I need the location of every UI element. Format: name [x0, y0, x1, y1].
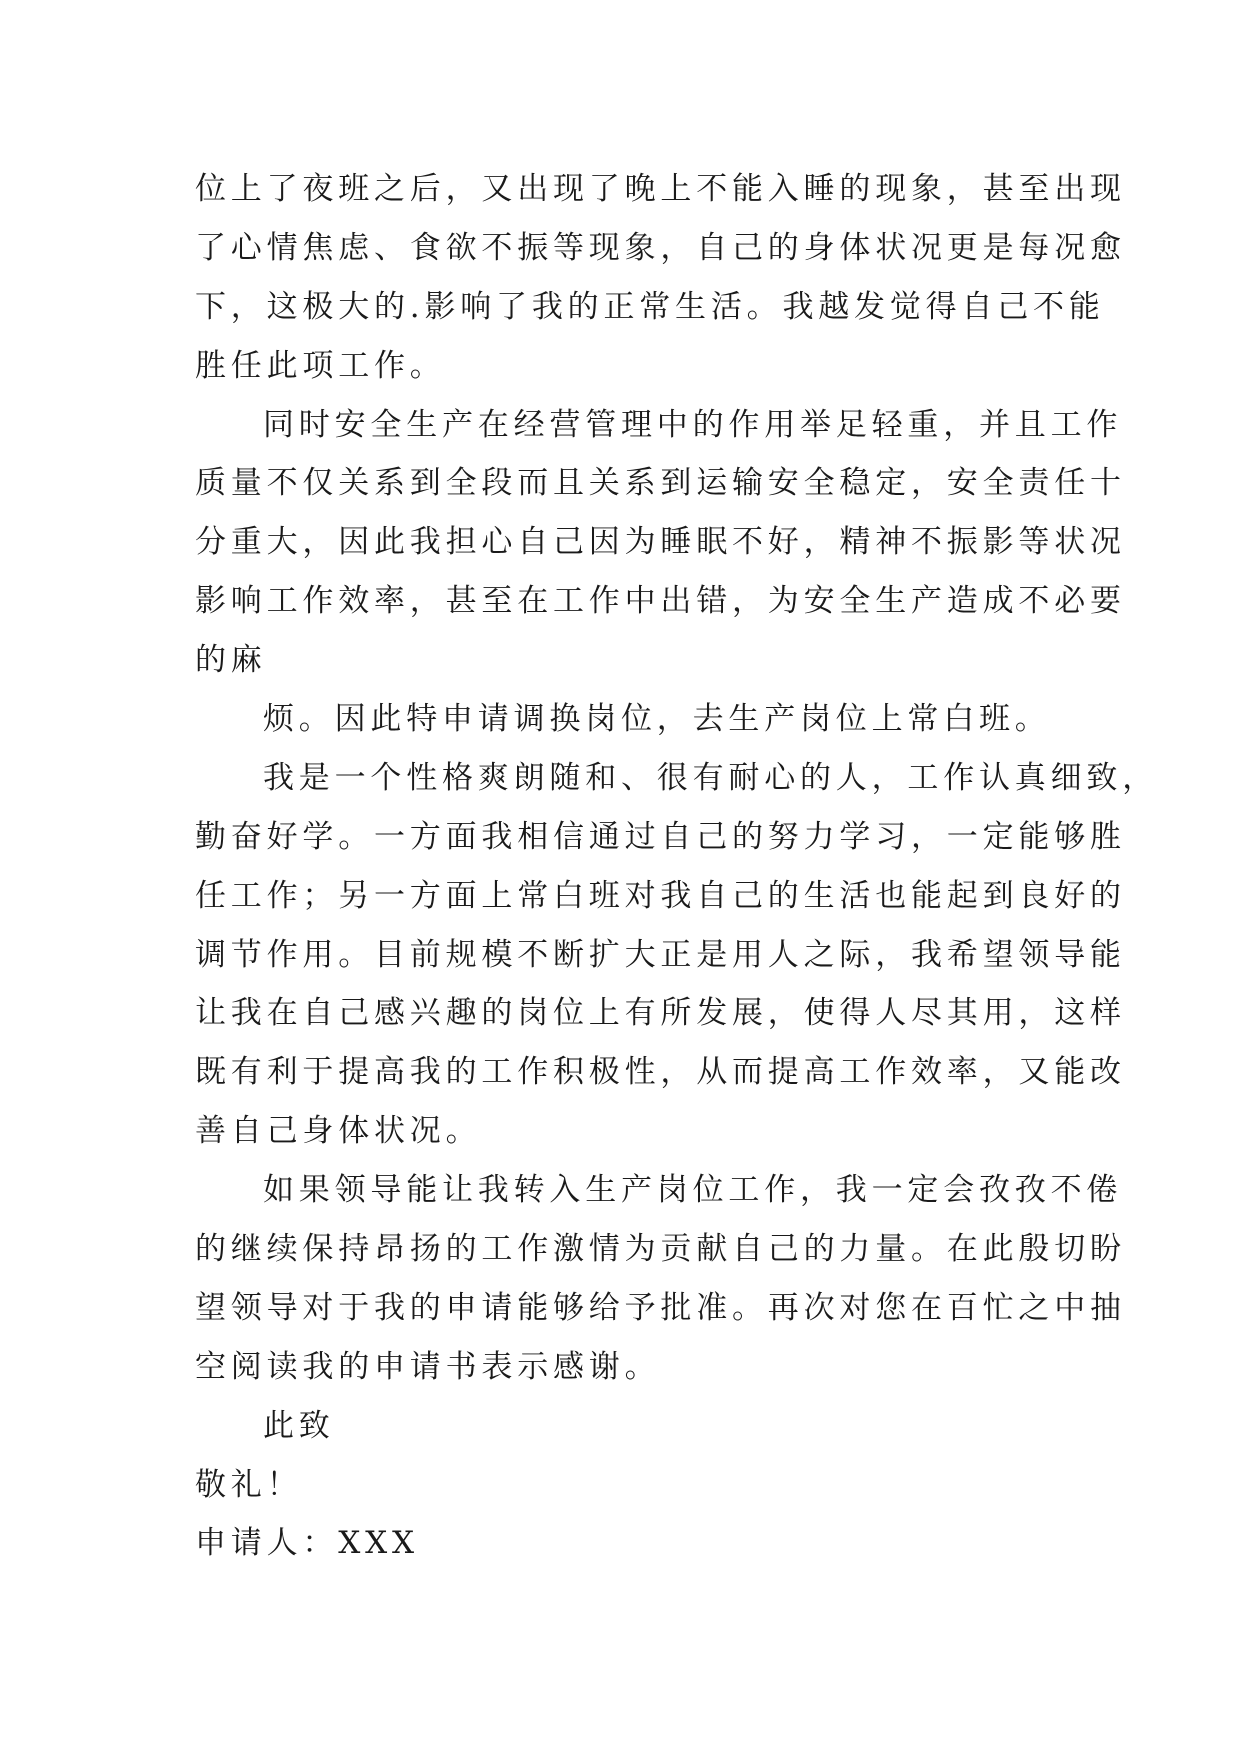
text-line: 望领导对于我的申请能够给予批准。再次对您在百忙之中抽: [195, 1289, 1126, 1326]
text-line: 的麻: [195, 642, 267, 679]
text-line: 胜任此项工作。: [195, 347, 446, 384]
text-line: 让我在自己感兴趣的岗位上有所发展，使得人尽其用，这样: [195, 995, 1126, 1032]
text-line: 如果领导能让我转入生产岗位工作，我一定会孜孜不倦: [263, 1172, 1123, 1209]
text-line: 质量不仅关系到全段而且关系到运输安全稳定，安全责任十: [195, 465, 1126, 502]
applicant-signature: 申请人：XXX: [195, 1525, 419, 1562]
text-line: 位上了夜班之后，又出现了晚上不能入睡的现象，甚至出现: [195, 171, 1126, 207]
text-line: 任工作；另一方面上常白班对我自己的生活也能起到良好的: [195, 877, 1126, 914]
text-line: 空阅读我的申请书表示感谢。: [195, 1348, 661, 1385]
text-line: 下，这极大的.影响了我的正常生活。我越发觉得自己不能: [195, 288, 1105, 325]
closing-regards: 敬礼！: [195, 1466, 303, 1503]
document-body: [195, 160, 1158, 1573]
text-line: 调节作用。目前规模不断扩大正是用人之际，我希望领导能: [195, 936, 1126, 973]
text-line: 烦。因此特申请调换岗位，去生产岗位上常白班。: [263, 701, 1051, 738]
text-line: 影响工作效率，甚至在工作中出错，为安全生产造成不必要: [195, 583, 1126, 620]
text-line: 分重大，因此我担心自己因为睡眠不好，精神不振影等状况: [195, 524, 1126, 561]
closing-salutation: 此致: [263, 1407, 335, 1444]
text-line: 勤奋好学。一方面我相信通过自己的努力学习，一定能够胜: [195, 818, 1126, 855]
text-line: 善自己身体状况。: [195, 1113, 482, 1150]
text-line: 我是一个性格爽朗随和、很有耐心的人，工作认真细致，: [263, 759, 1158, 796]
text-line: 既有利于提高我的工作积极性，从而提高工作效率，又能改: [195, 1054, 1126, 1091]
text-line: 同时安全生产在经营管理中的作用举足轻重，并且工作: [263, 406, 1123, 443]
text-line: 的继续保持昂扬的工作激情为贡献自己的力量。在此殷切盼: [195, 1231, 1126, 1268]
text-line: 了心情焦虑、食欲不振等现象，自己的身体状况更是每况愈: [195, 229, 1126, 266]
